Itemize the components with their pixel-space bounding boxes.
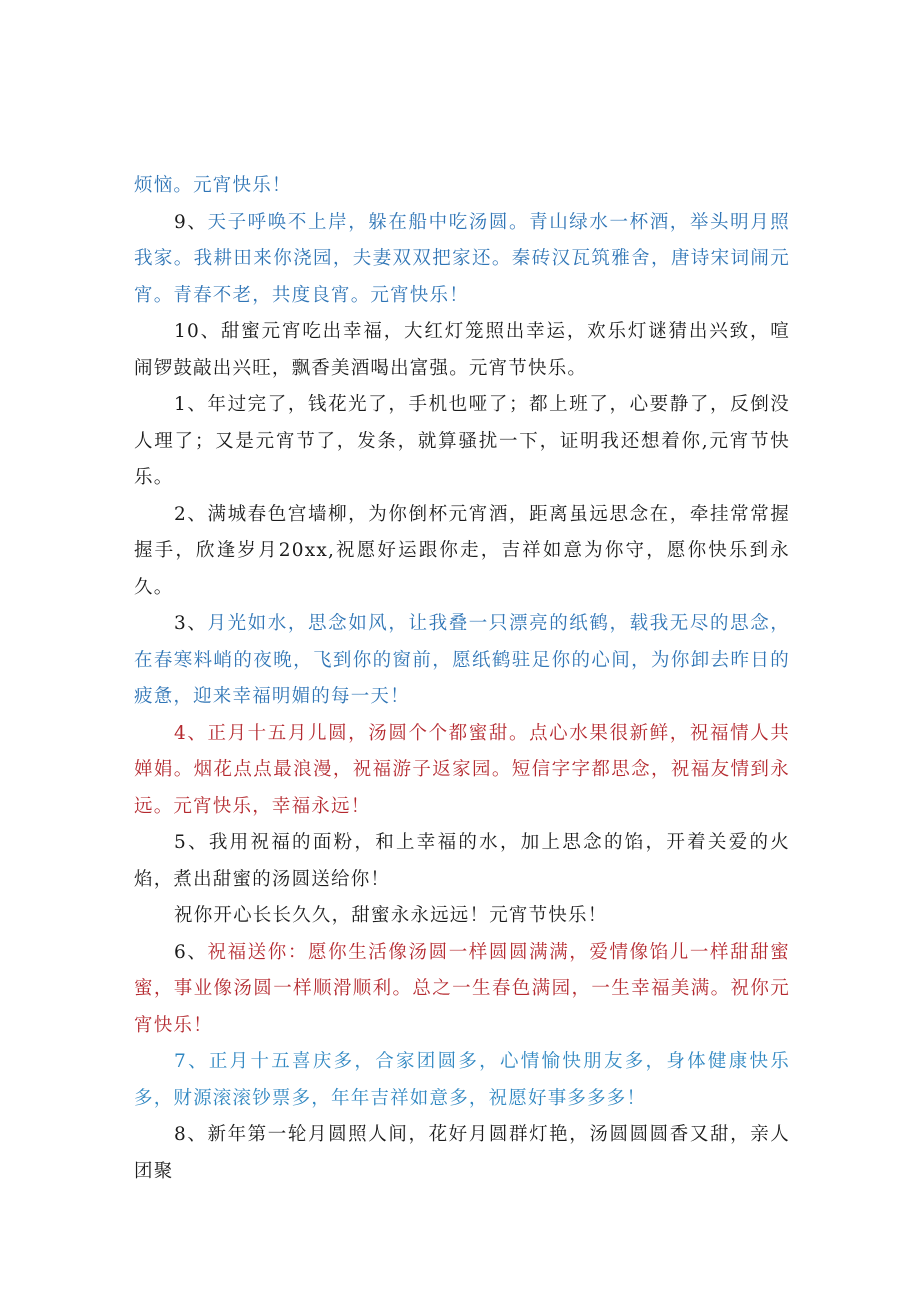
paragraph-1: [134, 387, 790, 497]
paragraph-8: [134, 1117, 790, 1190]
paragraph-text: 8、新年第一轮月圆照人间，花好月圆群灯艳，汤圆圆圆香又甜，亲人团聚: [134, 1124, 790, 1182]
paragraph-10: [134, 314, 790, 387]
paragraph-continuation: [134, 168, 790, 205]
paragraph-text: 4、正月十五月儿圆，汤圆个个都蜜甜。点心水果很新鲜，祝福情人共婵娟。烟花点点最浪漫，祝福游子返家园。短信字字都思念，祝福友情到永远。元宵快乐，幸福永远！: [134, 722, 790, 817]
paragraph-9: [134, 205, 790, 315]
paragraph-text: 烦恼。元宵快乐！: [134, 175, 292, 196]
paragraph-7: [134, 1044, 790, 1117]
paragraph-3: [134, 606, 790, 716]
paragraph-6: [134, 935, 790, 1045]
paragraph-text: 天子呼唤不上岸，躲在船中吃汤圆。青山绿水一杯酒，举头明月照我家。我耕田来你浇园，夫妻双双把家还。秦砖汉瓦筑雅舍，唐诗宋词闹元宵。青春不老，共度良宵。元宵快乐！: [134, 211, 791, 306]
paragraph-4: [134, 716, 790, 826]
paragraph-5: [134, 825, 790, 898]
paragraph-text: 月光如水，思念如风，让我叠一只漂亮的纸鹤，载我无尽的思念，在春寒料峭的夜晚，飞到你的窗前，愿纸鹤驻足你的心间，为你卸去昨日的疲惫，迎来幸福明媚的每一天！: [134, 613, 791, 707]
paragraph-text: 1、年过完了，钱花光了，手机也哑了；都上班了，心要静了，反倒没人理了；又是元宵节了，发条，就算骚扰一下，证明我还想着你,元宵节快乐。: [134, 394, 790, 488]
paragraph-text: 10、甜蜜元宵吃出幸福，大红灯笼照出幸运，欢乐灯谜猜出兴致，喧闹锣鼓敲出兴旺，飘香美酒喝出富强。元宵节快乐。: [134, 321, 790, 379]
paragraph-text: 5、我用祝福的面粉，和上幸福的水，加上思念的馅，开着关爱的火焰，煮出甜蜜的汤圆送给你！: [134, 832, 790, 890]
paragraph-text: 7、正月十五喜庆多，合家团圆多，心情愉快朋友多，身体健康快乐多，财源滚滚钞票多，年年吉祥如意多，祝愿好事多多多！: [134, 1051, 790, 1109]
paragraph-number: 3、: [174, 613, 208, 634]
paragraph-number: 6、: [174, 941, 208, 963]
paragraph-2: [134, 497, 790, 607]
paragraph-number: 9、: [174, 211, 208, 233]
document-body: [134, 168, 790, 1190]
paragraph-text: 2、满城春色宫墙柳，为你倒杯元宵酒，距离虽远思念在，牵挂常常握握手，欣逢岁月20xx,祝愿好运跟你走，吉祥如意为你守，愿你快乐到永久。: [134, 503, 790, 598]
paragraph-text: 祝福送你：愿你生活像汤圆一样圆圆满满，爱情像馅儿一样甜甜蜜蜜，事业像汤圆一样顺滑顺利。总之一生春色满园，一生幸福美满。祝你元宵快乐！: [134, 941, 791, 1036]
paragraph-5-continued: [134, 898, 790, 935]
paragraph-text: 祝你开心长长久久，甜蜜永永远远！元宵节快乐！: [174, 905, 608, 926]
